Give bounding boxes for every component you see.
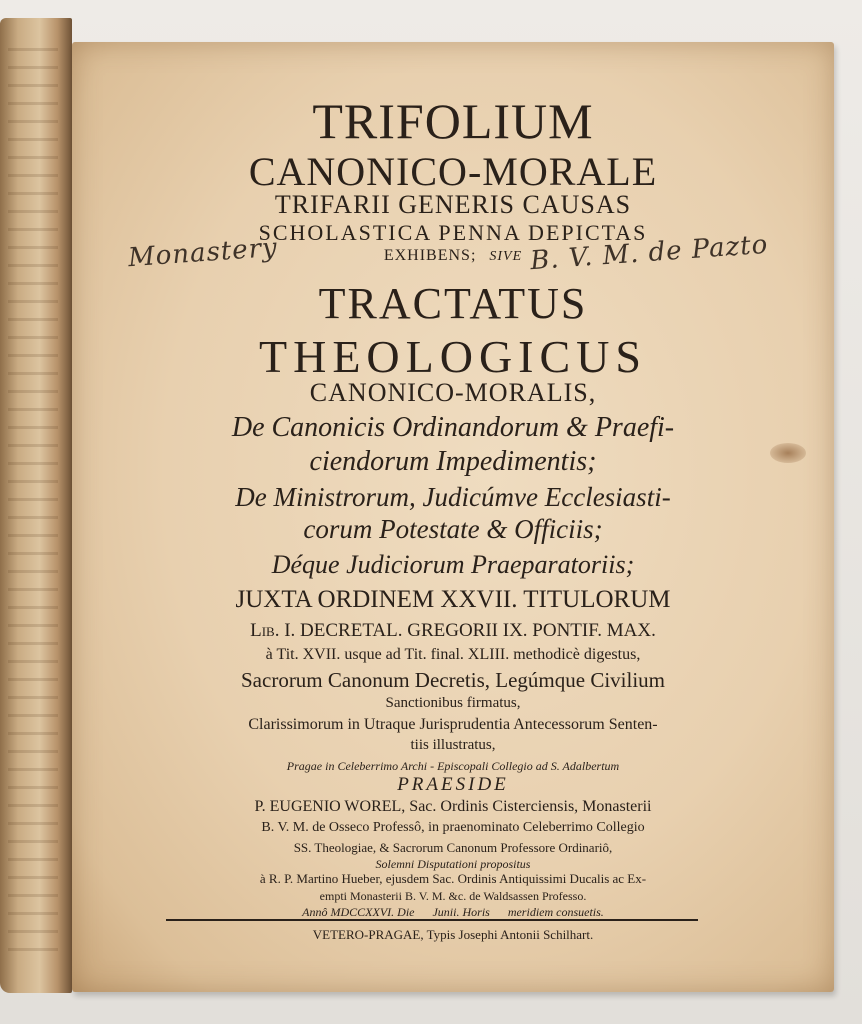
title-line-23: P. EUGENIO WOREL, Sac. Ordinis Cisterciensis, Monasterii (254, 798, 652, 815)
title-line-4: SCHOLASTICA PENNA DEPICTAS (258, 220, 648, 245)
title-line-22: PRAESIDE (397, 774, 509, 795)
book-spine (0, 18, 72, 993)
handwritten-note-right: B. V. M. de Pazto (529, 229, 770, 277)
title-line-2: CANONICO-MORALE (248, 149, 658, 194)
title-line-17: Sacrorum Canonum Decretis, Legúmque Civilium (241, 668, 665, 692)
title-line-3: TRIFARII GENERIS CAUSAS (274, 190, 632, 219)
title-line-15: Lib. I. DECRETAL. GREGORII IX. PONTIF. MAX. (250, 620, 656, 641)
title-line-20: tiis illustratus, (410, 737, 496, 753)
title-line-11: De Ministrorum, Judicúmve Ecclesiasti- (235, 482, 671, 512)
title-line-26: Solemni Disputationi propositus (375, 857, 531, 871)
exhibens-text: EXHIBENS; (383, 247, 477, 264)
title-line-25: SS. Theologiae, & Sacrorum Canonum Professore Ordinariô, (293, 840, 613, 855)
title-line-10: ciendorum Impedimentis; (309, 446, 597, 477)
sive-text: SIVE (489, 249, 523, 264)
imprint-rule (166, 919, 698, 921)
title-line-12: corum Potestate & Officiis; (303, 514, 603, 544)
title-line-16: à Tit. XVII. usque ad Tit. final. XLIII. methodicè digestus, (265, 646, 641, 663)
title-line-9: De Canonicis Ordinandorum & Praefi- (231, 412, 675, 443)
title-line-18: Sanctionibus firmatus, (385, 695, 521, 711)
title-line-6: TRACTATUS (318, 279, 588, 328)
title-line-21: Pragae in Celeberrimo Archi - Episcopali Collegio ad S. Adalbertum (286, 759, 620, 773)
title-line-13: Déque Judiciorum Praeparatoriis; (271, 550, 635, 579)
title-line-19: Clarissimorum in Utraque Jurisprudentia Antecessorum Senten- (248, 716, 658, 733)
title-line-14: JUXTA ORDINEM XXVII. TITULORUM (235, 586, 671, 613)
title-line-8: CANONICO-MORALIS, (309, 378, 597, 407)
title-line-24: B. V. M. de Osseco Professô, in praenominato Celeberrimo Collegio (261, 820, 645, 835)
handwritten-note-left: Monastery (127, 232, 279, 274)
title-line-7: THEOLOGICUS (259, 331, 647, 382)
title-line-29: Annô MDCCXXVI. Die Junii. Horis meridiem consuetis. (302, 905, 604, 919)
title-line-1: TRIFOLIUM (312, 93, 594, 149)
title-line-28: empti Monasterii B. V. M. &c. de Waldsassen Professo. (319, 889, 587, 903)
imprint-line: VETERO-PRAGAE, Typis Josephi Antonii Schilhart. (312, 927, 594, 942)
title-line-27: à R. P. Martino Hueber, ejusdem Sac. Ordinis Antiquissimi Ducalis ac Ex- (259, 871, 647, 886)
